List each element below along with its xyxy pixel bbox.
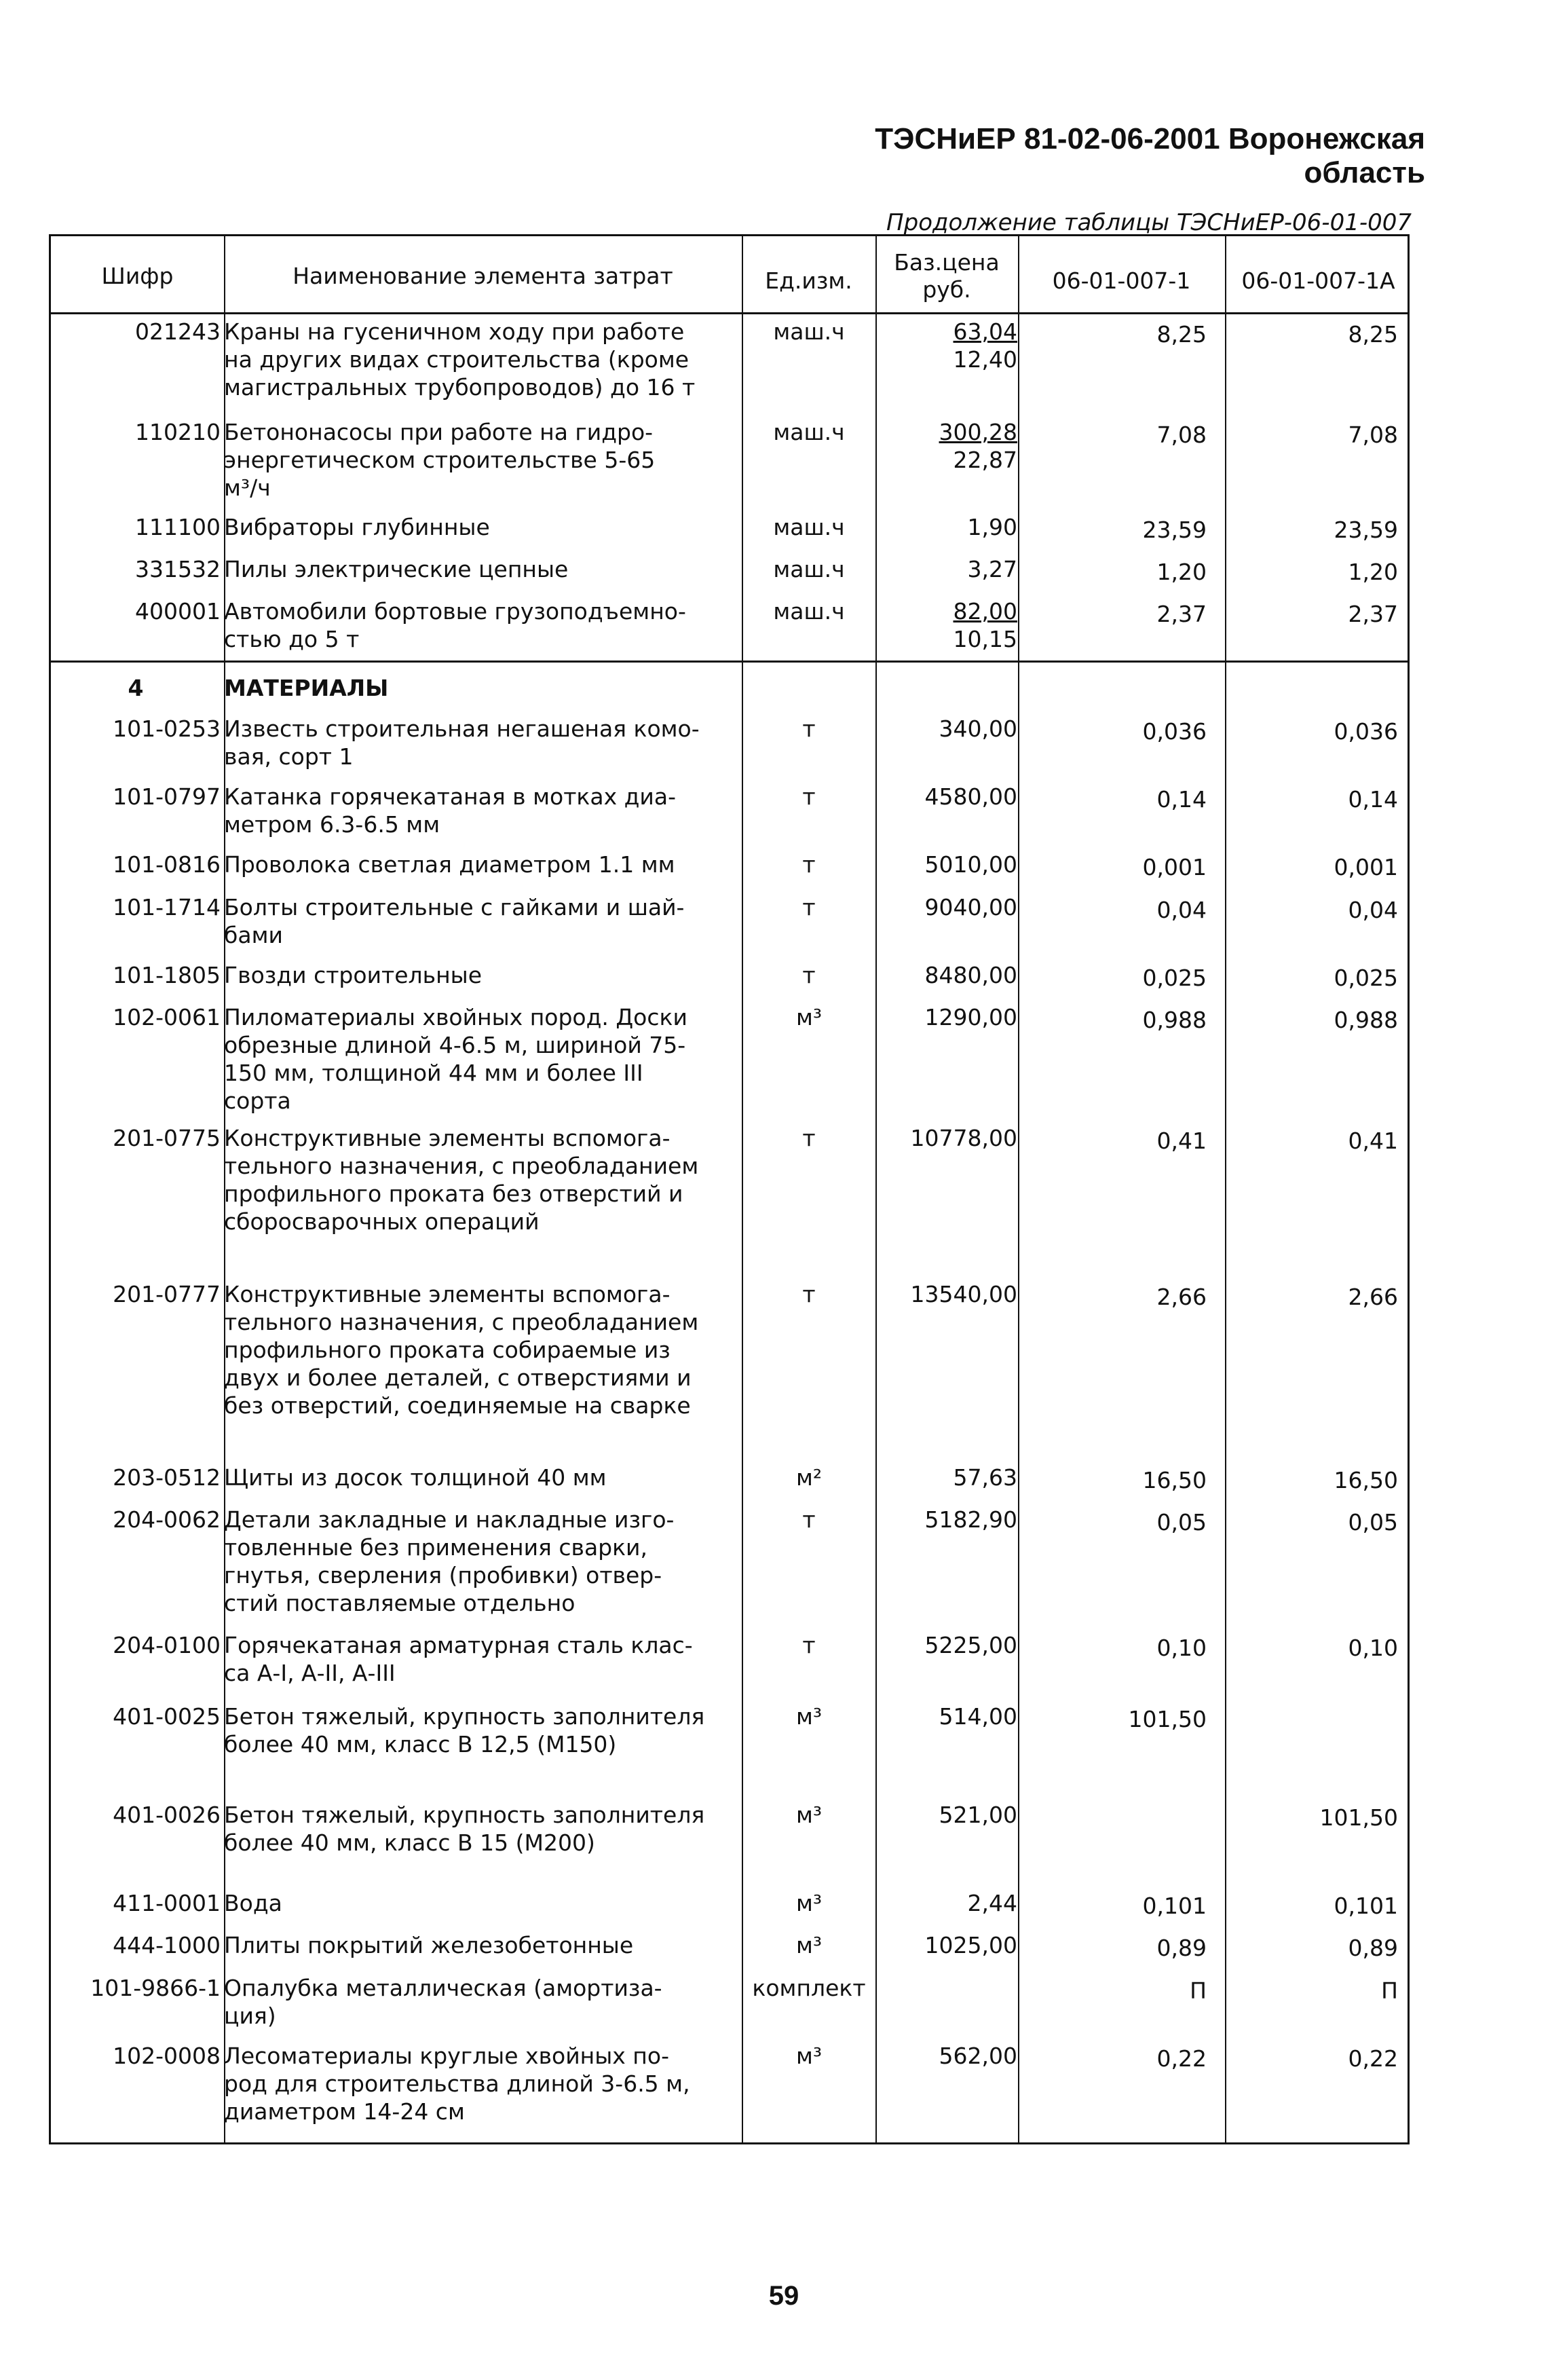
row-name-line: сорта bbox=[224, 1087, 291, 1114]
section-rule bbox=[51, 661, 1408, 663]
row-name-line: энергетическом строительстве 5-65 bbox=[224, 447, 656, 473]
row-name-line: Вода bbox=[224, 1890, 282, 1916]
row-name-line: Автомобили бортовые грузоподъемно- bbox=[224, 598, 686, 625]
row-name-line: стий поставляемые отдельно bbox=[224, 1590, 575, 1616]
row-code: 111100 bbox=[135, 514, 221, 540]
row-value-c1: 0,025 bbox=[1142, 965, 1207, 991]
row-code: 411-0001 bbox=[113, 1890, 221, 1916]
row-value-c1: 0,988 bbox=[1142, 1007, 1207, 1033]
row-name-line: Опалубка металлическая (амортиза- bbox=[224, 1975, 662, 2001]
row-price: 521,00 bbox=[939, 1802, 1017, 1828]
row-value-c1: 101,50 bbox=[1128, 1706, 1207, 1732]
row-value-c1: 0,22 bbox=[1156, 2045, 1207, 2072]
row-price: 63,04 bbox=[953, 318, 1017, 345]
row-unit: м³ bbox=[795, 1703, 823, 1730]
row-code: 201-0777 bbox=[113, 1281, 221, 1307]
row-name-line: профильного проката собираемые из bbox=[224, 1337, 671, 1363]
row-value-c2: 0,101 bbox=[1334, 1893, 1398, 1919]
row-name-line: более 40 мм, класс В 15 (М200) bbox=[224, 1829, 595, 1856]
row-name-line: более 40 мм, класс В 12,5 (М150) bbox=[224, 1731, 617, 1758]
row-price: 562,00 bbox=[939, 2043, 1017, 2069]
row-price-secondary: 10,15 bbox=[953, 626, 1017, 652]
row-value-c1: 8,25 bbox=[1156, 321, 1207, 348]
row-price: 10778,00 bbox=[910, 1125, 1017, 1151]
row-price: 5182,90 bbox=[924, 1506, 1017, 1533]
row-value-c2: 0,14 bbox=[1348, 786, 1398, 813]
row-name-line: вая, сорт 1 bbox=[224, 743, 354, 770]
row-value-c1: 7,08 bbox=[1156, 422, 1207, 448]
row-name-line: Известь строительная негашеная комо- bbox=[224, 715, 700, 742]
row-code: 101-0253 bbox=[113, 715, 221, 742]
row-name-line: Вибраторы глубинные bbox=[224, 514, 490, 540]
row-unit: м³ bbox=[795, 1932, 823, 1958]
row-price: 82,00 bbox=[953, 598, 1017, 625]
row-name-line: Детали закладные и накладные изго- bbox=[224, 1506, 675, 1533]
row-name-line: Проволока светлая диаметром 1.1 мм bbox=[224, 851, 675, 878]
row-name-line: Пилы электрические цепные bbox=[224, 556, 569, 582]
row-name-line: ция) bbox=[224, 2003, 276, 2029]
row-name-line: на других видах строительства (кроме bbox=[224, 346, 690, 373]
row-price: 340,00 bbox=[939, 715, 1017, 742]
row-name-line: профильного проката без отверстий и bbox=[224, 1180, 683, 1207]
row-unit: т bbox=[802, 1281, 816, 1307]
row-name-line: Катанка горячекатаная в мотках диа- bbox=[224, 783, 676, 810]
row-value-c2: 16,50 bbox=[1334, 1467, 1398, 1493]
row-unit: т bbox=[802, 1125, 816, 1151]
row-price: 300,28 bbox=[939, 419, 1017, 445]
cost-table bbox=[49, 234, 1410, 2144]
row-name-line: метром 6.3-6.5 мм bbox=[224, 811, 440, 838]
row-name-line: Щиты из досок толщиной 40 мм bbox=[224, 1464, 607, 1491]
row-price: 3,27 bbox=[967, 556, 1017, 582]
row-unit: т bbox=[802, 1632, 816, 1658]
row-code: 400001 bbox=[135, 598, 221, 625]
row-code: 444-1000 bbox=[113, 1932, 221, 1958]
row-name-line: стью до 5 т bbox=[224, 626, 360, 652]
row-unit: комплект bbox=[752, 1975, 866, 2001]
row-name-line: Бетон тяжелый, крупность заполнителя bbox=[224, 1703, 705, 1730]
row-price: 5010,00 bbox=[924, 851, 1017, 878]
row-value-c2: 7,08 bbox=[1348, 422, 1398, 448]
header-price-unit: руб. bbox=[922, 276, 971, 303]
row-name-line: Конструктивные элементы вспомога- bbox=[224, 1125, 671, 1151]
row-code: 102-0008 bbox=[113, 2043, 221, 2069]
row-price: 2,44 bbox=[967, 1890, 1017, 1916]
row-value-c1: 23,59 bbox=[1142, 517, 1207, 543]
row-unit: т bbox=[802, 783, 816, 810]
row-name-line: магистральных трубопроводов) до 16 т bbox=[224, 374, 696, 401]
row-unit: маш.ч bbox=[773, 419, 845, 445]
row-price: 13540,00 bbox=[910, 1281, 1017, 1307]
row-value-c2: П bbox=[1381, 1977, 1398, 2004]
header-name: Наименование элемента затрат bbox=[292, 263, 673, 289]
row-value-c2: 0,04 bbox=[1348, 897, 1398, 923]
row-price: 57,63 bbox=[953, 1464, 1017, 1491]
row-unit: м³ bbox=[795, 1004, 823, 1030]
header-c2: 06-01-007-1А bbox=[1241, 267, 1395, 294]
row-value-c2: 0,036 bbox=[1334, 718, 1398, 745]
row-name-line: Конструктивные элементы вспомога- bbox=[224, 1281, 671, 1307]
row-unit: м³ bbox=[795, 2043, 823, 2069]
row-value-c2: 8,25 bbox=[1348, 321, 1398, 348]
row-value-c1: 2,66 bbox=[1156, 1284, 1207, 1310]
row-value-c2: 2,66 bbox=[1348, 1284, 1398, 1310]
row-value-c1: П bbox=[1190, 1977, 1207, 2004]
row-value-c1: 16,50 bbox=[1142, 1467, 1207, 1493]
row-unit: маш.ч bbox=[773, 318, 845, 345]
row-unit: м² bbox=[795, 1464, 823, 1491]
row-price-secondary: 22,87 bbox=[953, 447, 1017, 473]
row-name-line: тельного назначения, с преобладанием bbox=[224, 1309, 699, 1335]
row-value-c2: 0,05 bbox=[1348, 1509, 1398, 1536]
row-name-line: двух и более деталей, с отверстиями и bbox=[224, 1364, 692, 1391]
row-value-c1: 0,101 bbox=[1142, 1893, 1207, 1919]
row-price: 9040,00 bbox=[924, 894, 1017, 921]
row-value-c1: 0,14 bbox=[1156, 786, 1207, 813]
row-unit: маш.ч bbox=[773, 514, 845, 540]
row-code: 401-0025 bbox=[113, 1703, 221, 1730]
page-number: 59 bbox=[768, 2281, 799, 2311]
row-code: 101-0797 bbox=[113, 783, 221, 810]
row-value-c1: 0,05 bbox=[1156, 1509, 1207, 1536]
row-code: 101-0816 bbox=[113, 851, 221, 878]
row-value-c1: 0,89 bbox=[1156, 1935, 1207, 1961]
document-title: ТЭСНиЕР 81-02-06-2001 Воронежская область bbox=[875, 122, 1425, 189]
row-unit: т bbox=[802, 1506, 816, 1533]
row-name-line: Горячекатаная арматурная сталь клас- bbox=[224, 1632, 693, 1658]
row-code: 201-0775 bbox=[113, 1125, 221, 1151]
row-name-line: гнутья, сверления (пробивки) отвер- bbox=[224, 1562, 662, 1588]
row-value-c2: 23,59 bbox=[1334, 517, 1398, 543]
row-code: 401-0026 bbox=[113, 1802, 221, 1828]
header-rule bbox=[51, 312, 1408, 314]
row-value-c2: 2,37 bbox=[1348, 601, 1398, 627]
row-name-line: м³/ч bbox=[224, 475, 271, 501]
column-rule bbox=[1018, 236, 1019, 2142]
row-value-c2: 1,20 bbox=[1348, 559, 1398, 585]
row-value-c1: 0,41 bbox=[1156, 1128, 1207, 1154]
row-name-line: са А-I, А-II, А-III bbox=[224, 1660, 396, 1686]
row-value-c1: 0,001 bbox=[1142, 854, 1207, 880]
row-name-line: тельного назначения, с преобладанием bbox=[224, 1153, 699, 1179]
row-value-c2: 0,41 bbox=[1348, 1128, 1398, 1154]
row-value-c2: 0,988 bbox=[1334, 1007, 1398, 1033]
header-unit: Ед.изм. bbox=[765, 267, 852, 294]
row-name-line: Лесоматериалы круглые хвойных по- bbox=[224, 2043, 669, 2069]
row-value-c1: 0,04 bbox=[1156, 897, 1207, 923]
row-name-line: без отверстий, соединяемые на сварке bbox=[224, 1392, 691, 1419]
row-value-c1: 0,036 bbox=[1142, 718, 1207, 745]
row-name-line: Плиты покрытий железобетонные bbox=[224, 1932, 634, 1958]
row-price: 8480,00 bbox=[924, 962, 1017, 988]
row-unit: м³ bbox=[795, 1890, 823, 1916]
row-code: 110210 bbox=[135, 419, 221, 445]
header-c1: 06-01-007-1 bbox=[1052, 267, 1191, 294]
section-number: 4 bbox=[128, 675, 144, 701]
row-value-c1: 0,10 bbox=[1156, 1635, 1207, 1661]
row-code: 101-9866-1 bbox=[90, 1975, 221, 2001]
row-price-secondary: 12,40 bbox=[953, 346, 1017, 373]
row-name-line: диаметром 14-24 см bbox=[224, 2098, 465, 2125]
row-code: 102-0061 bbox=[113, 1004, 221, 1030]
row-unit: маш.ч bbox=[773, 598, 845, 625]
row-code: 203-0512 bbox=[113, 1464, 221, 1491]
row-name-line: бами bbox=[224, 922, 283, 948]
row-value-c1: 1,20 bbox=[1156, 559, 1207, 585]
row-name-line: 150 мм, толщиной 44 мм и более III bbox=[224, 1060, 643, 1086]
row-name-line: обрезные длиной 4-6.5 м, шириной 75- bbox=[224, 1032, 686, 1058]
row-unit: т bbox=[802, 962, 816, 988]
row-code: 204-0100 bbox=[113, 1632, 221, 1658]
row-price: 514,00 bbox=[939, 1703, 1017, 1730]
row-name-line: товленные без применения сварки, bbox=[224, 1534, 647, 1561]
column-rule bbox=[1225, 236, 1226, 2142]
row-value-c2: 0,10 bbox=[1348, 1635, 1398, 1661]
row-price: 1,90 bbox=[967, 514, 1017, 540]
row-name-line: род для строительства длиной 3-6.5 м, bbox=[224, 2070, 690, 2097]
row-value-c2: 0,22 bbox=[1348, 2045, 1398, 2072]
row-unit: т bbox=[802, 894, 816, 921]
column-rule bbox=[742, 236, 743, 2142]
row-price: 4580,00 bbox=[924, 783, 1017, 810]
table-caption: Продолжение таблицы ТЭСНиЕР-06-01-007 bbox=[886, 209, 1412, 236]
row-value-c2: 0,001 bbox=[1334, 854, 1398, 880]
row-name-line: сборосварочных операций bbox=[224, 1208, 540, 1235]
row-name-line: Болты строительные с гайками и шай- bbox=[224, 894, 685, 921]
row-name-line: Бетононасосы при работе на гидро- bbox=[224, 419, 654, 445]
row-name-line: Гвозди строительные bbox=[224, 962, 483, 988]
row-value-c1: 2,37 bbox=[1156, 601, 1207, 627]
row-name-line: Краны на гусеничном ходу при работе bbox=[224, 318, 685, 345]
row-price: 5225,00 bbox=[924, 1632, 1017, 1658]
section-title: МАТЕРИАЛЫ bbox=[224, 675, 389, 701]
row-value-c2: 101,50 bbox=[1319, 1804, 1398, 1831]
row-code: 021243 bbox=[135, 318, 221, 345]
row-name-line: Пиломатериалы хвойных пород. Доски bbox=[224, 1004, 687, 1030]
row-unit: т bbox=[802, 851, 816, 878]
row-price: 1290,00 bbox=[924, 1004, 1017, 1030]
header-code: Шифр bbox=[101, 263, 174, 289]
row-unit: м³ bbox=[795, 1802, 823, 1828]
row-value-c2: 0,89 bbox=[1348, 1935, 1398, 1961]
row-value-c2: 0,025 bbox=[1334, 965, 1398, 991]
row-code: 101-1805 bbox=[113, 962, 221, 988]
row-name-line: Бетон тяжелый, крупность заполнителя bbox=[224, 1802, 705, 1828]
row-code: 331532 bbox=[135, 556, 221, 582]
row-code: 204-0062 bbox=[113, 1506, 221, 1533]
row-unit: т bbox=[802, 715, 816, 742]
row-unit: маш.ч bbox=[773, 556, 845, 582]
row-price: 1025,00 bbox=[924, 1932, 1017, 1958]
row-code: 101-1714 bbox=[113, 894, 221, 921]
header-price: Баз.цена bbox=[894, 249, 1000, 276]
